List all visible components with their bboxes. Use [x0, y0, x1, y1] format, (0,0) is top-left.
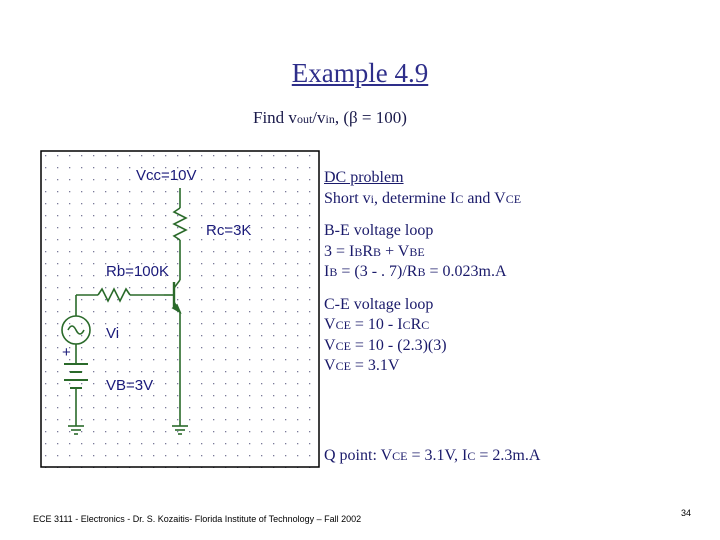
be-line-1: 3 = IBRB + VBE	[324, 242, 425, 260]
ce-heading: C-E voltage loop	[324, 295, 434, 313]
ce-line-1: VCE = 10 - ICRC	[324, 316, 430, 333]
be-heading: B-E voltage loop	[324, 222, 434, 239]
vb-label: VB=3V	[106, 377, 154, 394]
vi-label: Vi	[106, 325, 120, 342]
vcc-label: Vcc=10V	[136, 167, 197, 184]
rc-label: Rc=3K	[206, 222, 252, 239]
q-point-result: Q point: VCE = 3.1V, IC = 2.3m.A	[324, 447, 541, 464]
slide-footer: ECE 3111 - Electronics - Dr. S. Kozaitis- Florida Institute of Technology – Fall 2002	[33, 514, 362, 524]
circuit-schematic	[40, 150, 320, 468]
slide-subtitle: Find vout/vin, (β = 100)	[253, 108, 407, 127]
ce-line-2: VCE = 10 - (2.3)(3)	[324, 336, 447, 354]
page-number: 34	[681, 508, 692, 518]
rb-label: Rb=100K	[106, 263, 169, 280]
plus-sign: +	[62, 344, 71, 361]
analysis-notes	[324, 168, 521, 377]
be-line-2: IB = (3 - . 7)/RB = 0.023m.A	[324, 263, 507, 280]
ce-line-3: VCE = 3.1V	[324, 357, 400, 374]
slide-title: Example 4.9	[291, 58, 429, 88]
dc-heading: DC problem	[324, 169, 404, 186]
dc-line: Short vi, determine IC and VCE	[324, 189, 522, 207]
